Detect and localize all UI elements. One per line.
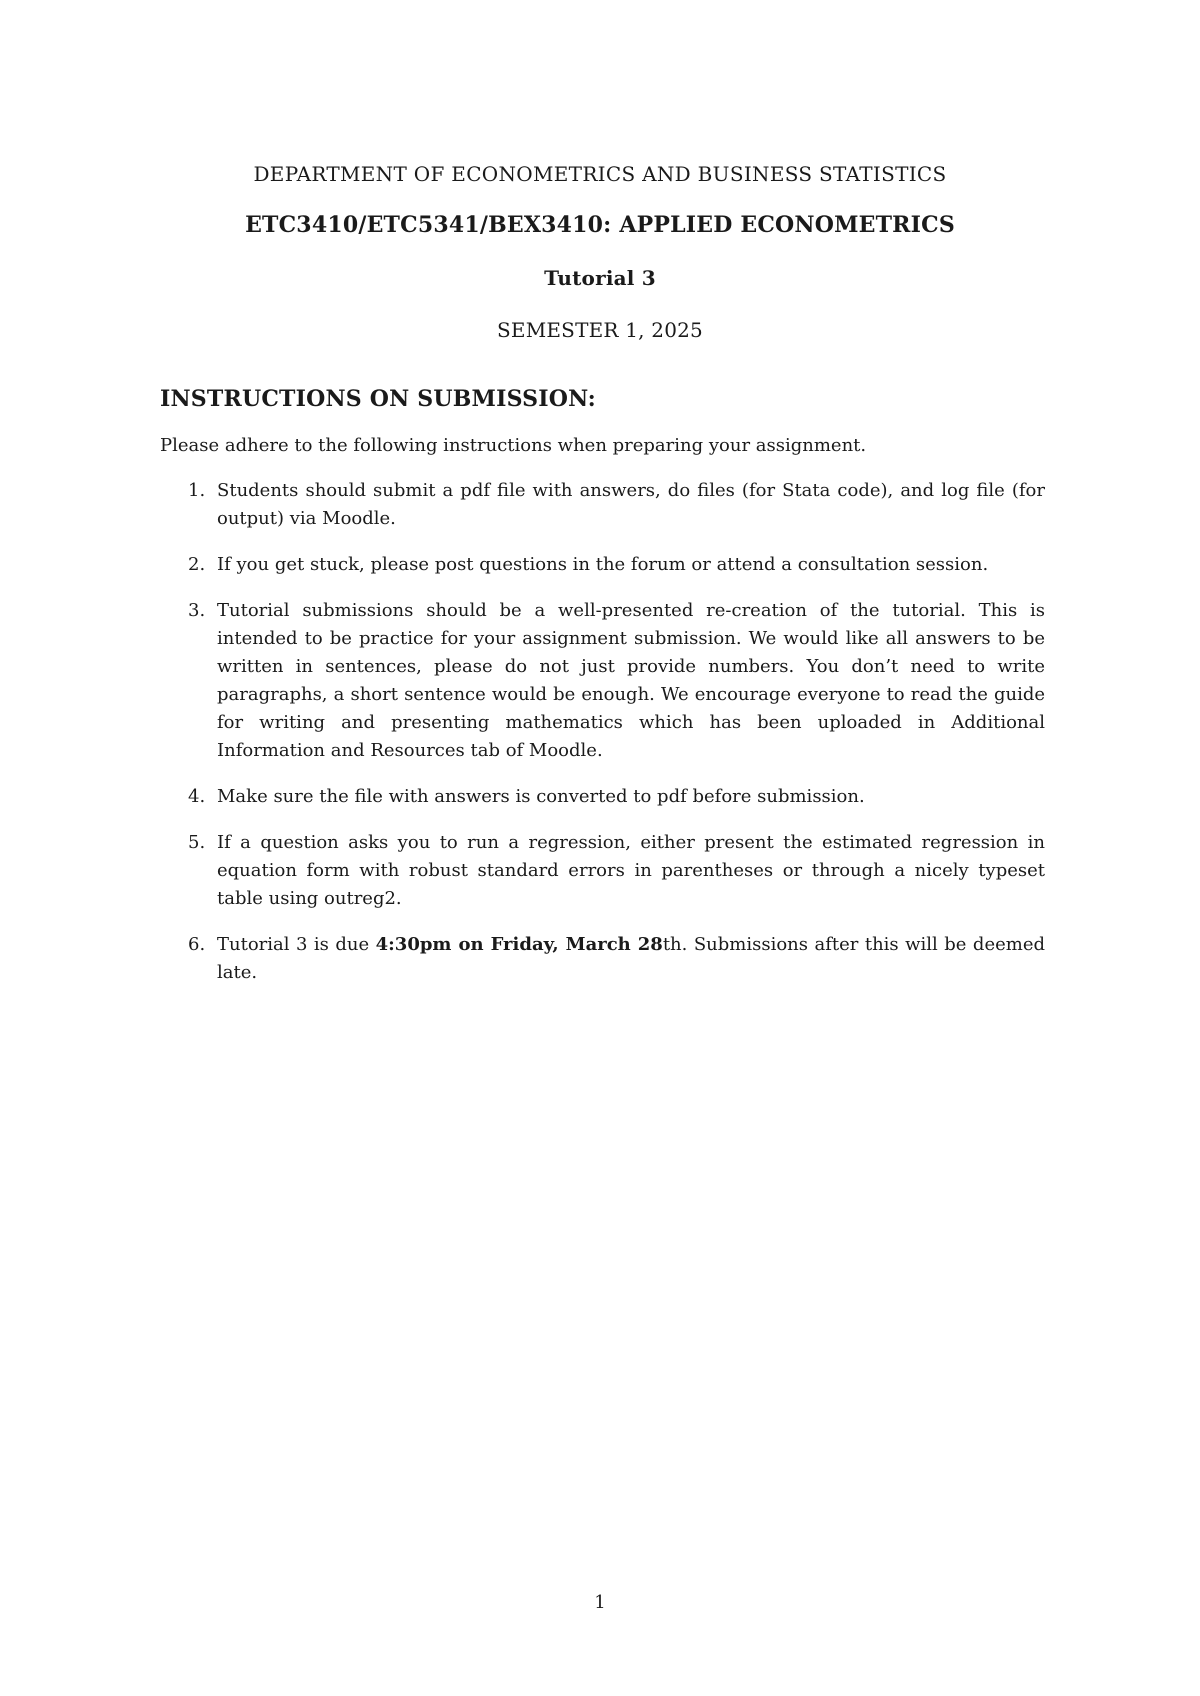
list-item-text: If a question asks you to run a regression, either present the estimated regression in equation form with robust standard errors in parentheses or through a nicely typeset table using outreg2. bbox=[217, 832, 1045, 909]
list-item-text: If you get stuck, please post questions in the forum or attend a consultation session. bbox=[217, 554, 989, 575]
list-item-number: 4. bbox=[188, 786, 206, 807]
list-item bbox=[160, 829, 1045, 913]
list-item-number: 2. bbox=[188, 554, 206, 575]
instructions-heading: INSTRUCTIONS ON SUBMISSION: bbox=[160, 386, 596, 412]
list-item-number: 3. bbox=[188, 600, 206, 621]
due-date-suffix: th bbox=[662, 934, 682, 955]
list-item bbox=[160, 931, 1045, 987]
list-item-text: Tutorial submissions should be a well-presented re-creation of the tutorial. This is intended to be practice for your assignment submission. We would like all answers to be written in sentences, please do not just provide numbers. You don’t need to write paragraphs, a short sentence would be enough. We encourage everyone to read the guide for writing and presenting mathematics which has been uploaded in Additional Information and Resources tab of Moodle. bbox=[217, 600, 1045, 761]
course-title: ETC3410/ETC5341/BEX3410: APPLIED ECONOMETRICS bbox=[245, 212, 955, 238]
list-item bbox=[160, 597, 1045, 765]
department-title: DEPARTMENT OF ECONOMETRICS AND BUSINESS STATISTICS bbox=[253, 162, 947, 186]
due-text-after: . Submissions after this will be deemed late. bbox=[217, 934, 1045, 983]
list-item bbox=[160, 783, 1045, 811]
due-text-before: Tutorial 3 is due bbox=[217, 934, 376, 955]
instructions-intro: Please adhere to the following instructions when preparing your assignment. bbox=[160, 435, 867, 456]
semester-title: SEMESTER 1, 2025 bbox=[497, 318, 703, 342]
tutorial-title: Tutorial 3 bbox=[544, 266, 656, 290]
list-item bbox=[160, 551, 1045, 579]
list-item-number: 5. bbox=[188, 832, 206, 853]
page-number: 1 bbox=[594, 1592, 606, 1613]
list-item bbox=[160, 477, 1045, 533]
list-item-number: 6. bbox=[188, 934, 206, 955]
list-item-number: 1. bbox=[188, 480, 206, 501]
list-item-text: Students should submit a pdf file with answers, do files (for Stata code), and log file (for output) via Moodle. bbox=[217, 480, 1045, 529]
due-date-bold: 4:30pm on Friday, March 28 bbox=[375, 934, 663, 955]
instructions-list bbox=[160, 477, 1045, 1005]
list-item-text: Make sure the file with answers is converted to pdf before submission. bbox=[217, 786, 865, 807]
